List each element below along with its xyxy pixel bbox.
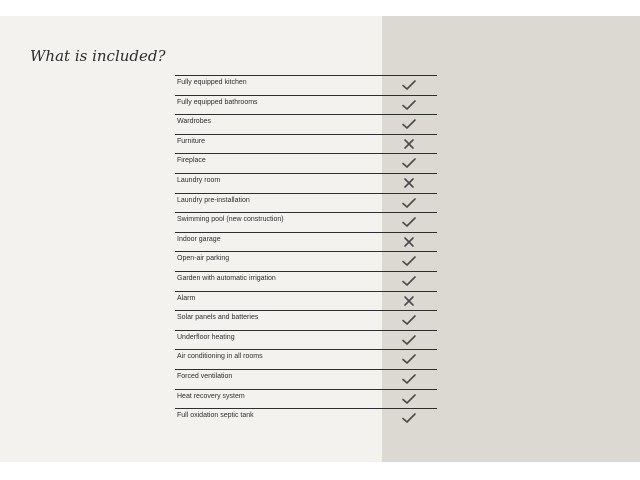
cross-icon (401, 137, 417, 151)
feature-label: Underfloor heating (177, 333, 235, 341)
feature-label: Solar panels and batteries (177, 314, 259, 322)
features-list (175, 75, 437, 428)
feature-label: Swimming pool (new construction) (177, 216, 284, 224)
feature-label: Air conditioning in all rooms (177, 353, 263, 361)
feature-row (175, 408, 437, 428)
cross-icon (401, 235, 417, 249)
check-icon (401, 411, 417, 425)
feature-label: Fireplace (177, 157, 206, 165)
header-band-text: O V R R V R R (6, 0, 77, 11)
cross-icon (401, 294, 417, 308)
feature-label: Alarm (177, 294, 196, 302)
feature-label: Full oxidation septic tank (177, 412, 254, 420)
top-band (0, 0, 640, 16)
feature-label: Fully equipped bathrooms (177, 98, 258, 106)
check-icon (401, 156, 417, 170)
feature-row (175, 271, 437, 291)
feature-row (175, 114, 437, 134)
feature-label: Forced ventilation (177, 372, 233, 380)
feature-row (175, 251, 437, 271)
feature-row (175, 310, 437, 330)
feature-label: Wardrobes (177, 118, 211, 126)
check-icon (401, 274, 417, 288)
feature-row (175, 369, 437, 389)
feature-label: Garden with automatic irrigation (177, 274, 276, 282)
check-icon (401, 372, 417, 386)
check-icon (401, 333, 417, 347)
feature-label: Heat recovery system (177, 392, 245, 400)
check-icon (401, 352, 417, 366)
check-icon (401, 254, 417, 268)
check-icon (401, 313, 417, 327)
feature-row (175, 193, 437, 213)
feature-row (175, 212, 437, 232)
check-icon (401, 117, 417, 131)
check-icon (401, 196, 417, 210)
feature-label: Furniture (177, 137, 206, 145)
check-icon (401, 215, 417, 229)
feature-label: Indoor garage (177, 235, 221, 243)
feature-label: Fully equipped kitchen (177, 79, 247, 86)
cross-icon (401, 176, 417, 190)
check-icon (401, 392, 417, 406)
feature-label: Laundry room (177, 176, 221, 184)
feature-row (175, 153, 437, 173)
feature-row (175, 389, 437, 409)
feature-row (175, 173, 437, 193)
feature-row (175, 330, 437, 350)
feature-row (175, 75, 437, 95)
feature-row (175, 95, 437, 115)
feature-row (175, 349, 437, 369)
check-icon (401, 98, 417, 112)
section-title: What is included? (30, 47, 166, 65)
feature-row (175, 134, 437, 154)
feature-label: Open-air parking (177, 255, 230, 263)
feature-label: Laundry pre-installation (177, 196, 250, 204)
feature-row (175, 232, 437, 252)
check-icon (401, 78, 417, 92)
bottom-band (0, 462, 640, 480)
feature-row (175, 291, 437, 311)
